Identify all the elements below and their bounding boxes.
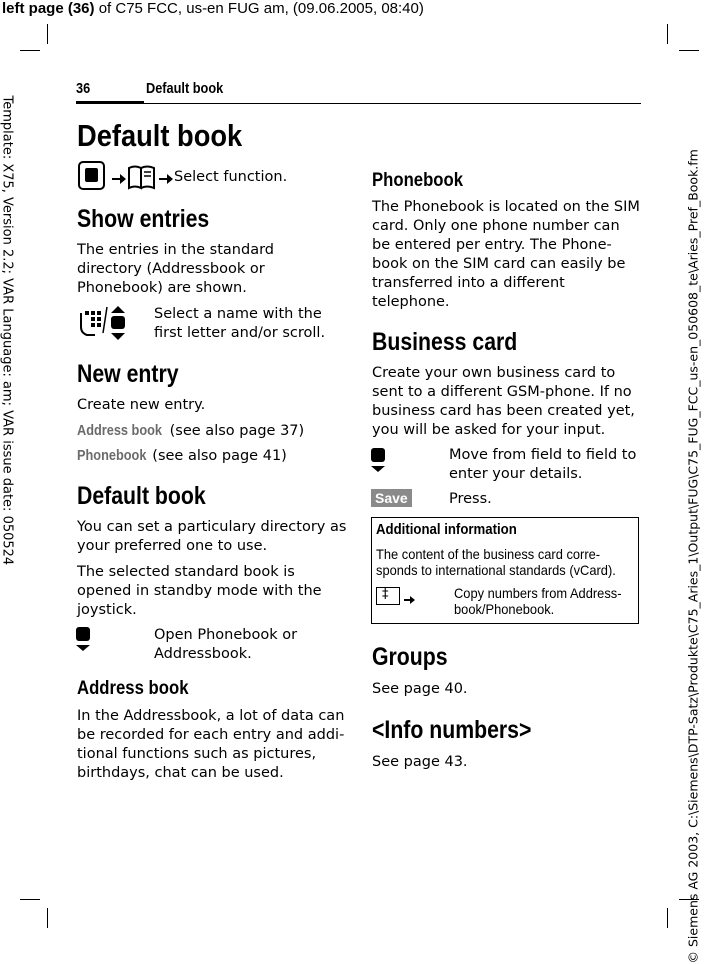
default-book-text-2: The selected standard book is opened in standby mode with the joystick. <box>77 564 322 618</box>
save-softkey: Save <box>371 489 412 507</box>
page-number: 36 <box>76 80 91 97</box>
copyright-path: © Siemens AG 2003, C:\Siemens\DTP-Satz\Produkte\C75_Aries_1\Output\FUG\C75_FUG_FCC_us-en_050608_te\Aries_Pref_Book.fm <box>685 149 701 964</box>
crop-mark <box>47 908 48 928</box>
keypad-joystick-icon <box>77 305 129 345</box>
phonebook-page-ref: (see also page 41) <box>147 448 287 464</box>
joystick-down-icon <box>370 447 386 477</box>
nav-instruction: Select function. <box>174 169 288 185</box>
phonebook-text: The Phonebook is located on the SIM card. Only one phone number can be entered per entry. The Phone-book on the SIM card can easily be transferred into a different telephone. <box>372 199 640 310</box>
info-numbers-heading: <Info numbers> <box>372 716 532 744</box>
show-entries-step: Select a name with the first letter and/or scroll. <box>154 306 326 341</box>
business-card-step-1: Move from field to field to enter your details. <box>449 447 637 482</box>
default-book-step: Open Phonebook or Addressbook. <box>154 627 298 662</box>
default-book-text-1: You can set a particulary directory as your preferred one to use. <box>77 519 347 554</box>
show-entries-heading: Show entries <box>77 205 210 233</box>
show-entries-text: The entries in the standard directory (Addressbook or Phonebook) are shown. <box>77 242 274 296</box>
crop-mark <box>20 899 40 900</box>
crop-mark <box>47 24 48 44</box>
info-box-title: Additional information <box>376 521 517 538</box>
crop-mark <box>667 24 668 44</box>
phonebook-icon <box>127 164 157 194</box>
phonebook-ref <box>77 446 287 466</box>
header-rule-thick <box>76 101 144 104</box>
print-header-info: of C75 FCC, us-en FUG am, (09.06.2005, 08:40) <box>94 0 424 17</box>
crop-mark <box>667 908 668 928</box>
new-entry-text: Create new entry. <box>77 397 206 413</box>
business-card-heading: Business card <box>372 328 518 356</box>
crop-mark <box>679 50 699 51</box>
arrow-right-icon <box>159 170 173 189</box>
additional-info-box <box>371 517 639 624</box>
arrow-right-icon <box>404 590 415 609</box>
info-box-text: The content of the business card corre-sponds to international standards (vCard). <box>376 546 616 578</box>
menu-key-icon <box>78 161 105 190</box>
new-entry-heading: New entry <box>77 360 179 388</box>
crop-mark <box>20 50 40 51</box>
print-header <box>2 0 424 17</box>
phonebook-label: Phonebook <box>77 447 147 464</box>
address-book-ref <box>77 421 304 441</box>
info-box-step: Copy numbers from Address-book/Phonebook. <box>454 585 622 617</box>
address-book-heading: Address book <box>77 678 189 699</box>
business-card-text: Create your own business card to sent to a different GSM-phone. If no business card has been created yet, you will be asked for your input. <box>372 365 635 438</box>
running-title: Default book <box>146 80 224 97</box>
header-rule <box>144 103 641 104</box>
template-info: Template: X75, Version 2.2; VAR Language: am; VAR issue date: 050524 <box>0 95 15 566</box>
joystick-down-icon <box>75 626 91 656</box>
address-book-page-ref: (see also page 37) <box>165 423 305 439</box>
info-numbers-text: See page 43. <box>372 754 468 770</box>
address-book-text: In the Addressbook, a lot of data can be recorded for each entry and addi-tional functions such as pictures, birthdays, chat can be used. <box>77 708 345 781</box>
business-card-step-2: Press. <box>449 491 492 507</box>
groups-heading: Groups <box>372 643 448 671</box>
groups-text: See page 40. <box>372 681 468 697</box>
phonebook-heading: Phonebook <box>372 170 464 191</box>
default-book-heading: Default book <box>77 482 206 510</box>
page-title: Default book <box>77 118 243 153</box>
options-key-icon <box>376 587 400 605</box>
options-key-glyph: ‡ <box>382 587 389 602</box>
print-header-page: left page (36) <box>2 0 95 17</box>
address-book-label: Address book <box>77 422 163 439</box>
arrow-right-icon <box>112 170 126 189</box>
